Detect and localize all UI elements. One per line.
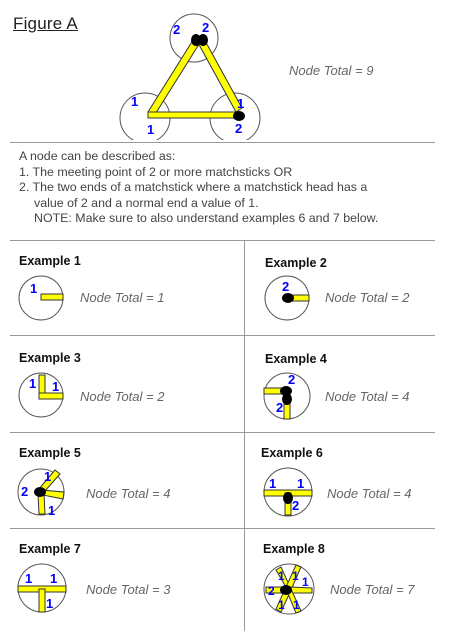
divider <box>10 432 435 433</box>
figure-label: 2 <box>173 22 181 37</box>
figure-a-diagram <box>110 10 270 140</box>
figure-label: 1 <box>131 94 139 109</box>
node-label: 1 <box>297 476 305 491</box>
figure-node-total: Node Total = 9 <box>289 63 374 78</box>
example-total: Node Total = 4 <box>86 486 171 501</box>
example-title: Example 5 <box>19 446 81 460</box>
example-7-node <box>15 561 71 615</box>
figure-label: 1 <box>147 122 155 137</box>
divider <box>10 240 435 241</box>
divider <box>244 241 245 631</box>
example-title: Example 8 <box>263 542 325 556</box>
example-title: Example 4 <box>265 352 327 366</box>
example-2-node <box>263 274 315 324</box>
description-line: value of 2 and a normal end a value of 1. <box>34 195 259 210</box>
example-title: Example 3 <box>19 351 81 365</box>
divider <box>10 335 435 336</box>
figure-label: 2 <box>235 121 243 136</box>
example-title: Example 7 <box>19 542 81 556</box>
node-label: 1 <box>25 571 33 586</box>
example-title: Example 2 <box>265 256 327 270</box>
description <box>19 149 449 227</box>
example-total: Node Total = 4 <box>327 486 412 501</box>
figure-label: 1 <box>237 96 245 111</box>
node-label: 1 <box>44 469 52 484</box>
matchstick-bottom <box>148 112 238 118</box>
node-label: 2 <box>288 372 296 387</box>
node-label: 1 <box>52 379 60 394</box>
node-label: 2 <box>21 484 29 499</box>
figure-label: 2 <box>202 20 210 35</box>
description-line: 2. The two ends of a matchstick where a matchstick head has a <box>19 180 368 194</box>
description-intro: A node can be described as: <box>19 149 176 163</box>
node-label: 1 <box>278 598 285 612</box>
node-label: 1 <box>48 503 56 518</box>
node-label: 1 <box>29 376 37 391</box>
example-title: Example 6 <box>261 446 323 460</box>
description-line: NOTE: Make sure to also understand examples 6 and 7 below. <box>34 211 379 225</box>
node-label: 1 <box>269 476 277 491</box>
example-total: Node Total = 1 <box>80 290 165 305</box>
node-label: 1 <box>50 571 58 586</box>
example-total: Node Total = 2 <box>325 290 410 305</box>
example-8-node <box>261 561 319 617</box>
node-label: 1 <box>302 575 309 589</box>
example-4-node <box>261 370 315 422</box>
divider <box>10 528 435 529</box>
node-label: 1 <box>46 596 54 611</box>
matchstick-head-right <box>233 111 245 121</box>
example-3-node <box>17 371 69 421</box>
divider <box>10 142 435 143</box>
figure-title: Figure A <box>13 14 78 33</box>
node-label: 1 <box>292 569 299 583</box>
example-total: Node Total = 2 <box>80 389 165 404</box>
node-label: 2 <box>292 498 300 513</box>
node-label: 1 <box>278 569 285 583</box>
matchstick-head-top-right <box>198 34 208 46</box>
example-title: Example 1 <box>19 254 81 268</box>
example-1-node <box>17 274 69 324</box>
description-line: 1. The meeting point of 2 or more matchsticks OR <box>19 164 293 179</box>
example-6-node <box>261 466 317 518</box>
node-label: 1 <box>293 598 300 612</box>
node-label: 2 <box>276 400 284 415</box>
example-total: Node Total = 3 <box>86 582 171 597</box>
example-total: Node Total = 4 <box>325 389 410 404</box>
node-label: 2 <box>268 584 275 598</box>
example-5-node <box>17 466 69 518</box>
node-label: 1 <box>30 281 38 296</box>
example-total: Node Total = 7 <box>330 582 415 597</box>
node-label: 2 <box>282 279 290 294</box>
